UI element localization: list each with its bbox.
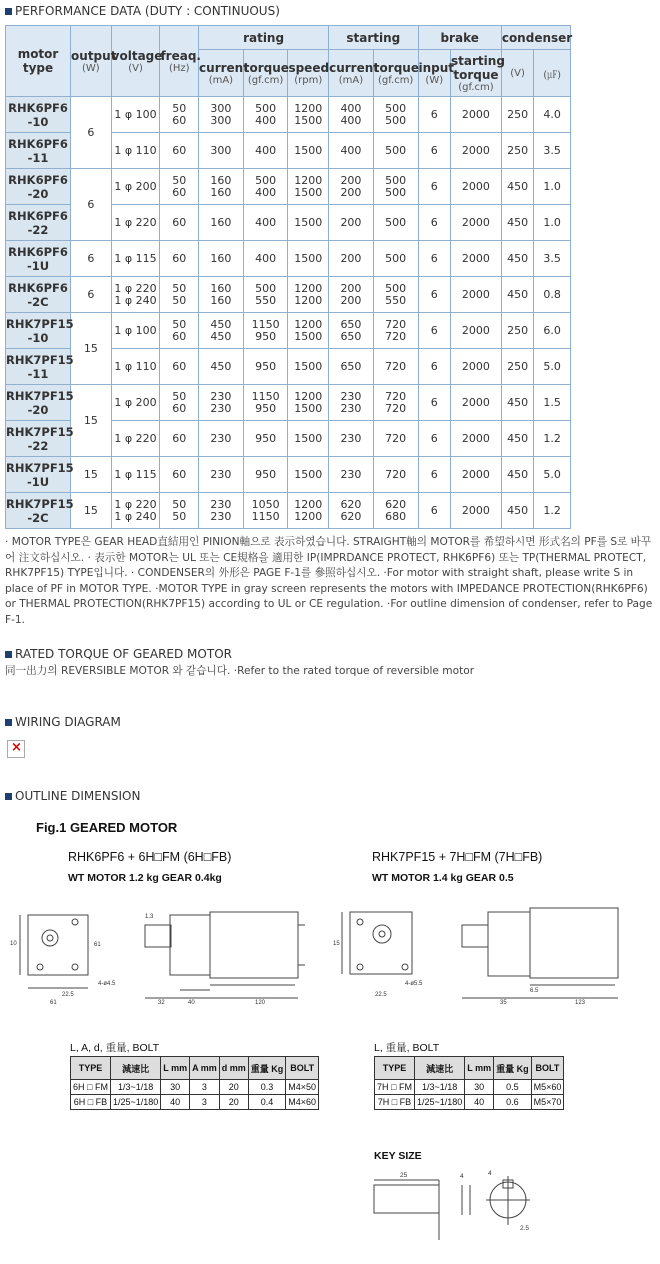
brake-torque-cell: 2000 <box>451 205 502 241</box>
input-cell: 6 <box>418 169 451 205</box>
freq-cell: 60 <box>160 349 199 385</box>
output-cell: 6 <box>71 277 112 313</box>
s-current-cell: 230 230 <box>329 385 374 421</box>
s-current-cell: 200 200 <box>329 169 374 205</box>
r-torque-cell: 1150 950 <box>243 385 288 421</box>
left-dim-label: 1.3 <box>145 914 154 920</box>
right-dim-label: 35 <box>500 1000 507 1006</box>
r-current-cell: 230 230 <box>199 493 244 529</box>
right-motor-drawing <box>342 908 618 998</box>
left-dim-label: 22.5 <box>62 992 74 998</box>
right-shaft <box>462 925 488 947</box>
cond-uf-cell: 1.0 <box>534 205 571 241</box>
s-current-cell: 200 200 <box>329 277 374 313</box>
voltage-cell: 1 φ 100 <box>111 97 160 133</box>
input-cell: 6 <box>418 277 451 313</box>
left-shaft-circle <box>42 930 58 946</box>
cond-uf-cell: 1.0 <box>534 169 571 205</box>
right-gearhead <box>488 912 530 976</box>
spec-cell: M4×50 <box>286 1080 319 1095</box>
freq-cell: 50 50 <box>160 493 199 529</box>
input-cell: 6 <box>418 385 451 421</box>
right-dim-label: 6.5 <box>530 988 539 994</box>
s-torque-cell: 720 <box>373 349 418 385</box>
output-cell: 15 <box>71 457 112 493</box>
table-row <box>6 457 571 493</box>
s-torque-cell: 720 720 <box>373 313 418 349</box>
left-dim-label: 4-ø4.5 <box>98 981 116 987</box>
r-torque-cell: 400 <box>243 241 288 277</box>
cond-v-cell: 450 <box>501 169 534 205</box>
left-gearhead <box>170 915 210 975</box>
freq-cell: 50 60 <box>160 97 199 133</box>
cond-uf-cell: 1.5 <box>534 385 571 421</box>
left-front-view <box>28 915 88 975</box>
rated-torque-text: 同一出力의 REVERSIBLE MOTOR 와 같습니다. ·Refer to the rated torque of reversible motor <box>5 665 475 677</box>
spec-header-cell: L mm <box>465 1057 494 1080</box>
s-current-cell: 650 650 <box>329 313 374 349</box>
header-voltage: voltage (V) <box>111 26 160 97</box>
r-speed-cell: 1200 1500 <box>288 169 329 205</box>
spec-cell: 6H □ FB <box>71 1095 111 1110</box>
r-current-cell: 160 <box>199 205 244 241</box>
left-shaft <box>145 925 171 947</box>
fig-title: Fig.1 GEARED MOTOR <box>36 820 178 835</box>
cond-v-cell: 250 <box>501 97 534 133</box>
motor-type-cell: RHK6PF6 -10 <box>6 97 71 133</box>
spec-header-cell: TYPE <box>375 1057 415 1080</box>
brake-torque-cell: 2000 <box>451 493 502 529</box>
brake-torque-cell: 2000 <box>451 241 502 277</box>
motor-type-cell: RHK7PF15 -1U <box>6 457 71 493</box>
r-current-cell: 300 <box>199 133 244 169</box>
freq-cell: 50 60 <box>160 385 199 421</box>
header-condenser-uf: (㎌) <box>534 50 571 97</box>
right-motor-body <box>530 908 618 978</box>
spec-header-cell: A mm <box>190 1057 220 1080</box>
voltage-cell: 1 φ 220 <box>111 205 160 241</box>
voltage-cell: 1 φ 200 <box>111 169 160 205</box>
motor-type-cell: RHK6PF6 -22 <box>6 205 71 241</box>
s-torque-cell: 500 <box>373 133 418 169</box>
broken-image-icon: × <box>7 740 25 758</box>
spec-cell: M5×60 <box>531 1080 564 1095</box>
spec-cell: 7H □ FM <box>375 1080 415 1095</box>
cond-v-cell: 450 <box>501 493 534 529</box>
left-dim-label: 61 <box>50 1000 57 1006</box>
outline-section-title: OUTLINE DIMENSION <box>5 789 140 803</box>
performance-notes: · MOTOR TYPE은 GEAR HEAD直結用인 PINION軸으로 表示하였습니다. STRAIGHT軸의 MOTOR를 希望하시면 形式名의 PF를 S로 바꾸어 注文하십시오. · 表示한 MOTOR는 UL 또는 CE規格을 適用한 IP(IMPRDANCE PROTECT, RHK6PF6) 또는 TP(THERMAL PROTECT, RHK7PF15) TYPE입니다. · CONDENSER의 外形은 PAGE F-1를 參照하십시오. ·For motor with straight shaft, please write S in place of PF in MOTOR TYPE. ·MOTOR TYPE in gray screen represents the motors with IMPEDANCE PROTECTION(RHK6PF6) or THERMAL PROTECTION(RHK7PF15) according to UL or CE regulation. ·For outline dimension of condenser, refer to Page F-1. <box>5 536 653 626</box>
cond-uf-cell: 1.2 <box>534 493 571 529</box>
header-rating: rating <box>199 26 329 50</box>
brake-torque-cell: 2000 <box>451 457 502 493</box>
spec-row <box>375 1080 564 1095</box>
input-cell: 6 <box>418 313 451 349</box>
voltage-cell: 1 φ 100 <box>111 313 160 349</box>
freq-cell: 50 60 <box>160 313 199 349</box>
output-cell: 6 <box>71 169 112 241</box>
input-cell: 6 <box>418 349 451 385</box>
s-current-cell: 230 <box>329 421 374 457</box>
key-dim-label: 25 <box>400 1172 408 1179</box>
left-dimension-labels <box>10 914 266 1006</box>
spec-cell: 40 <box>465 1095 494 1110</box>
left-bolt-hole <box>72 919 78 925</box>
brake-torque-cell: 2000 <box>451 385 502 421</box>
r-current-cell: 450 <box>199 349 244 385</box>
right-dim-label: 15 <box>333 941 340 947</box>
performance-table <box>5 25 571 529</box>
freq-cell: 60 <box>160 205 199 241</box>
r-torque-cell: 1150 950 <box>243 313 288 349</box>
output-cell: 15 <box>71 385 112 457</box>
section-bullet-icon <box>5 651 12 658</box>
header-starting-current: current (mA) <box>329 50 374 97</box>
brake-torque-cell: 2000 <box>451 133 502 169</box>
r-speed-cell: 1200 1500 <box>288 385 329 421</box>
spec-cell: 40 <box>161 1095 190 1110</box>
spec-header-row <box>375 1057 564 1080</box>
input-cell: 6 <box>418 493 451 529</box>
cond-uf-cell: 5.0 <box>534 457 571 493</box>
key-dim-label: 2.5 <box>520 1225 530 1232</box>
r-speed-cell: 1500 <box>288 241 329 277</box>
cond-uf-cell: 3.5 <box>534 133 571 169</box>
spec-cell: 3 <box>190 1080 220 1095</box>
spec-cell: 0.6 <box>494 1095 532 1110</box>
spec-cell: 30 <box>465 1080 494 1095</box>
spec-header-cell: BOLT <box>286 1057 319 1080</box>
brake-torque-cell: 2000 <box>451 421 502 457</box>
r-torque-cell: 500 400 <box>243 97 288 133</box>
r-speed-cell: 1200 1500 <box>288 313 329 349</box>
input-cell: 6 <box>418 421 451 457</box>
input-cell: 6 <box>418 133 451 169</box>
r-current-cell: 230 <box>199 421 244 457</box>
spec-cell: 1/3~1/18 <box>414 1080 464 1095</box>
voltage-cell: 1 φ 220 <box>111 421 160 457</box>
s-torque-cell: 500 500 <box>373 169 418 205</box>
header-starting-torque: torque (gf.cm) <box>373 50 418 97</box>
r-speed-cell: 1200 1200 <box>288 277 329 313</box>
r-torque-cell: 950 <box>243 457 288 493</box>
header-starting: starting <box>329 26 418 50</box>
table-row <box>6 313 571 349</box>
s-current-cell: 400 <box>329 133 374 169</box>
voltage-cell: 1 φ 220 1 φ 240 <box>111 493 160 529</box>
s-current-cell: 230 <box>329 457 374 493</box>
cond-v-cell: 450 <box>501 205 534 241</box>
spec-cell: 20 <box>219 1080 248 1095</box>
r-speed-cell: 1500 <box>288 133 329 169</box>
table-row <box>6 385 571 421</box>
spec-cell: 1/25~1/180 <box>110 1095 160 1110</box>
input-cell: 6 <box>418 205 451 241</box>
r-speed-cell: 1200 1200 <box>288 493 329 529</box>
r-speed-cell: 1200 1500 <box>288 97 329 133</box>
s-torque-cell: 500 500 <box>373 97 418 133</box>
header-rating-torque: torque (gf.cm) <box>243 50 288 97</box>
left-motor-title: RHK6PF6 + 6H□FM (6H□FB) <box>68 850 232 864</box>
s-torque-cell: 720 720 <box>373 385 418 421</box>
spec-cell: 0.5 <box>494 1080 532 1095</box>
cond-v-cell: 450 <box>501 241 534 277</box>
spec-header-row <box>71 1057 319 1080</box>
spec-header-cell: 減速比 <box>110 1057 160 1080</box>
cond-v-cell: 450 <box>501 385 534 421</box>
r-current-cell: 160 160 <box>199 277 244 313</box>
r-torque-cell: 400 <box>243 205 288 241</box>
output-cell: 6 <box>71 97 112 169</box>
section-bullet-icon <box>5 8 12 15</box>
s-current-cell: 620 620 <box>329 493 374 529</box>
header-motor-type: motor type <box>6 26 71 97</box>
spec-cell: 7H □ FB <box>375 1095 415 1110</box>
brake-torque-cell: 2000 <box>451 97 502 133</box>
voltage-cell: 1 φ 115 <box>111 241 160 277</box>
r-torque-cell: 950 <box>243 421 288 457</box>
r-current-cell: 300 300 <box>199 97 244 133</box>
freq-cell: 60 <box>160 133 199 169</box>
r-current-cell: 450 450 <box>199 313 244 349</box>
motor-type-cell: RHK7PF15 -22 <box>6 421 71 457</box>
s-current-cell: 200 <box>329 241 374 277</box>
right-dimension-labels <box>333 941 586 1006</box>
brake-torque-cell: 2000 <box>451 169 502 205</box>
key-dim-label: 4 <box>460 1173 464 1180</box>
s-current-cell: 400 400 <box>329 97 374 133</box>
table-row <box>6 493 571 529</box>
left-dim-label: 10 <box>10 941 17 947</box>
performance-section-title: PERFORMANCE DATA (DUTY : CONTINUOUS) <box>5 4 280 18</box>
header-brake: brake <box>418 26 501 50</box>
left-dim-label: 61 <box>94 942 101 948</box>
voltage-cell: 1 φ 220 1 φ 240 <box>111 277 160 313</box>
r-current-cell: 160 160 <box>199 169 244 205</box>
spec-cell: 20 <box>219 1095 248 1110</box>
right-motor-weight: WT MOTOR 1.4 kg GEAR 0.5 <box>372 872 514 884</box>
s-torque-cell: 620 680 <box>373 493 418 529</box>
input-cell: 6 <box>418 97 451 133</box>
spec-header-cell: d mm <box>219 1057 248 1080</box>
output-cell: 15 <box>71 313 112 385</box>
brake-torque-cell: 2000 <box>451 349 502 385</box>
key-shaft <box>374 1185 439 1213</box>
right-bolt-hole <box>357 919 363 925</box>
cond-v-cell: 450 <box>501 457 534 493</box>
s-torque-cell: 500 <box>373 241 418 277</box>
s-current-cell: 650 <box>329 349 374 385</box>
brake-torque-cell: 2000 <box>451 313 502 349</box>
motor-type-cell: RHK7PF15 -10 <box>6 313 71 349</box>
s-torque-cell: 720 <box>373 421 418 457</box>
r-torque-cell: 500 400 <box>243 169 288 205</box>
wiring-section-title: WIRING DIAGRAM <box>5 715 121 729</box>
spec-header-cell: 減速比 <box>414 1057 464 1080</box>
motor-type-cell: RHK7PF15 -11 <box>6 349 71 385</box>
r-torque-cell: 950 <box>243 349 288 385</box>
spec-cell: 0.4 <box>248 1095 286 1110</box>
spec-cell: 3 <box>190 1095 220 1110</box>
section-bullet-icon <box>5 719 12 726</box>
cond-v-cell: 450 <box>501 277 534 313</box>
brake-torque-cell: 2000 <box>451 277 502 313</box>
voltage-cell: 1 φ 115 <box>111 457 160 493</box>
spec-header-cell: 重量 Kg <box>494 1057 532 1080</box>
spec-header-cell: 重量 Kg <box>248 1057 286 1080</box>
r-current-cell: 230 <box>199 457 244 493</box>
left-motor-drawing <box>20 912 305 998</box>
right-dim-label: 22.5 <box>375 992 387 998</box>
cond-uf-cell: 4.0 <box>534 97 571 133</box>
header-condenser-v: (V) <box>501 50 534 97</box>
spec-cell: 1/3~1/18 <box>110 1080 160 1095</box>
right-table-caption: L, 重量, BOLT <box>374 1042 440 1054</box>
left-motor-weight: WT MOTOR 1.2 kg GEAR 0.4kg <box>68 872 222 884</box>
r-current-cell: 230 230 <box>199 385 244 421</box>
key-dimension-labels <box>400 1170 529 1232</box>
spec-cell: M5×70 <box>531 1095 564 1110</box>
r-speed-cell: 1500 <box>288 457 329 493</box>
header-condenser: condenser <box>501 26 570 50</box>
cond-uf-cell: 3.5 <box>534 241 571 277</box>
cond-v-cell: 250 <box>501 133 534 169</box>
motor-type-cell: RHK7PF15 -2C <box>6 493 71 529</box>
table-row <box>6 241 571 277</box>
left-dim-label: 32 <box>158 1000 165 1006</box>
header-brake-input: input (W) <box>418 50 451 97</box>
spec-header-cell: TYPE <box>71 1057 111 1080</box>
input-cell: 6 <box>418 457 451 493</box>
right-dim-label: 4-ø5.5 <box>405 981 423 987</box>
r-speed-cell: 1500 <box>288 349 329 385</box>
r-speed-cell: 1500 <box>288 421 329 457</box>
header-rating-speed: speed (rpm) <box>288 50 329 97</box>
left-dim-label: 40 <box>188 1000 195 1006</box>
voltage-cell: 1 φ 200 <box>111 385 160 421</box>
spec-row <box>71 1095 319 1110</box>
spec-row <box>375 1095 564 1110</box>
section-bullet-icon <box>5 793 12 800</box>
motor-type-cell: RHK6PF6 -20 <box>6 169 71 205</box>
freq-cell: 60 <box>160 241 199 277</box>
freq-cell: 50 60 <box>160 169 199 205</box>
cond-uf-cell: 6.0 <box>534 313 571 349</box>
s-current-cell: 200 <box>329 205 374 241</box>
spec-row <box>71 1080 319 1095</box>
output-cell: 6 <box>71 241 112 277</box>
header-freq: freaq. (Hz) <box>160 26 199 97</box>
freq-cell: 50 50 <box>160 277 199 313</box>
s-torque-cell: 500 550 <box>373 277 418 313</box>
cond-uf-cell: 5.0 <box>534 349 571 385</box>
motor-type-cell: RHK7PF15 -20 <box>6 385 71 421</box>
spec-cell: 1/25~1/180 <box>414 1095 464 1110</box>
cond-uf-cell: 0.8 <box>534 277 571 313</box>
cond-v-cell: 450 <box>501 421 534 457</box>
key-size-drawing <box>374 1176 530 1240</box>
r-torque-cell: 500 550 <box>243 277 288 313</box>
key-shaft-section <box>490 1182 526 1218</box>
left-dim-label: 120 <box>255 1000 266 1006</box>
s-torque-cell: 720 <box>373 457 418 493</box>
left-table-caption: L, A, d, 重量, BOLT <box>70 1042 160 1054</box>
voltage-cell: 1 φ 110 <box>111 349 160 385</box>
r-current-cell: 160 <box>199 241 244 277</box>
cond-uf-cell: 1.2 <box>534 421 571 457</box>
spec-cell: 0.3 <box>248 1080 286 1095</box>
r-torque-cell: 400 <box>243 133 288 169</box>
input-cell: 6 <box>418 241 451 277</box>
header-output: output (W) <box>71 26 112 97</box>
table-row <box>6 277 571 313</box>
r-torque-cell: 1050 1150 <box>243 493 288 529</box>
freq-cell: 60 <box>160 421 199 457</box>
motor-type-cell: RHK6PF6 -1U <box>6 241 71 277</box>
output-cell: 15 <box>71 493 112 529</box>
left-motor-body <box>210 912 298 978</box>
right-motor-title: RHK7PF15 + 7H□FM (7H□FB) <box>372 850 543 864</box>
cond-v-cell: 250 <box>501 313 534 349</box>
spec-cell: M4×60 <box>286 1095 319 1110</box>
left-spec-table <box>70 1056 319 1110</box>
right-dim-label: 123 <box>575 1000 586 1006</box>
s-torque-cell: 500 <box>373 205 418 241</box>
spec-cell: 30 <box>161 1080 190 1095</box>
spec-cell: 6H □ FM <box>71 1080 111 1095</box>
spec-header-cell: BOLT <box>531 1057 564 1080</box>
table-row <box>6 169 571 205</box>
header-brake-starting-torque: starting torque (gf.cm) <box>451 50 502 97</box>
right-shaft-circle <box>373 925 391 943</box>
motor-type-cell: RHK6PF6 -2C <box>6 277 71 313</box>
cond-v-cell: 250 <box>501 349 534 385</box>
header-rating-current: current (mA) <box>199 50 244 97</box>
key-size-title: KEY SIZE <box>374 1150 422 1162</box>
rated-torque-section-title: RATED TORQUE OF GEARED MOTOR <box>5 647 232 661</box>
r-speed-cell: 1500 <box>288 205 329 241</box>
spec-header-cell: L mm <box>161 1057 190 1080</box>
motor-type-cell: RHK6PF6 -11 <box>6 133 71 169</box>
table-row <box>6 97 571 133</box>
freq-cell: 60 <box>160 457 199 493</box>
right-front-view <box>350 912 412 974</box>
key-dim-label: 4 <box>488 1170 492 1177</box>
voltage-cell: 1 φ 110 <box>111 133 160 169</box>
right-spec-table <box>374 1056 564 1110</box>
